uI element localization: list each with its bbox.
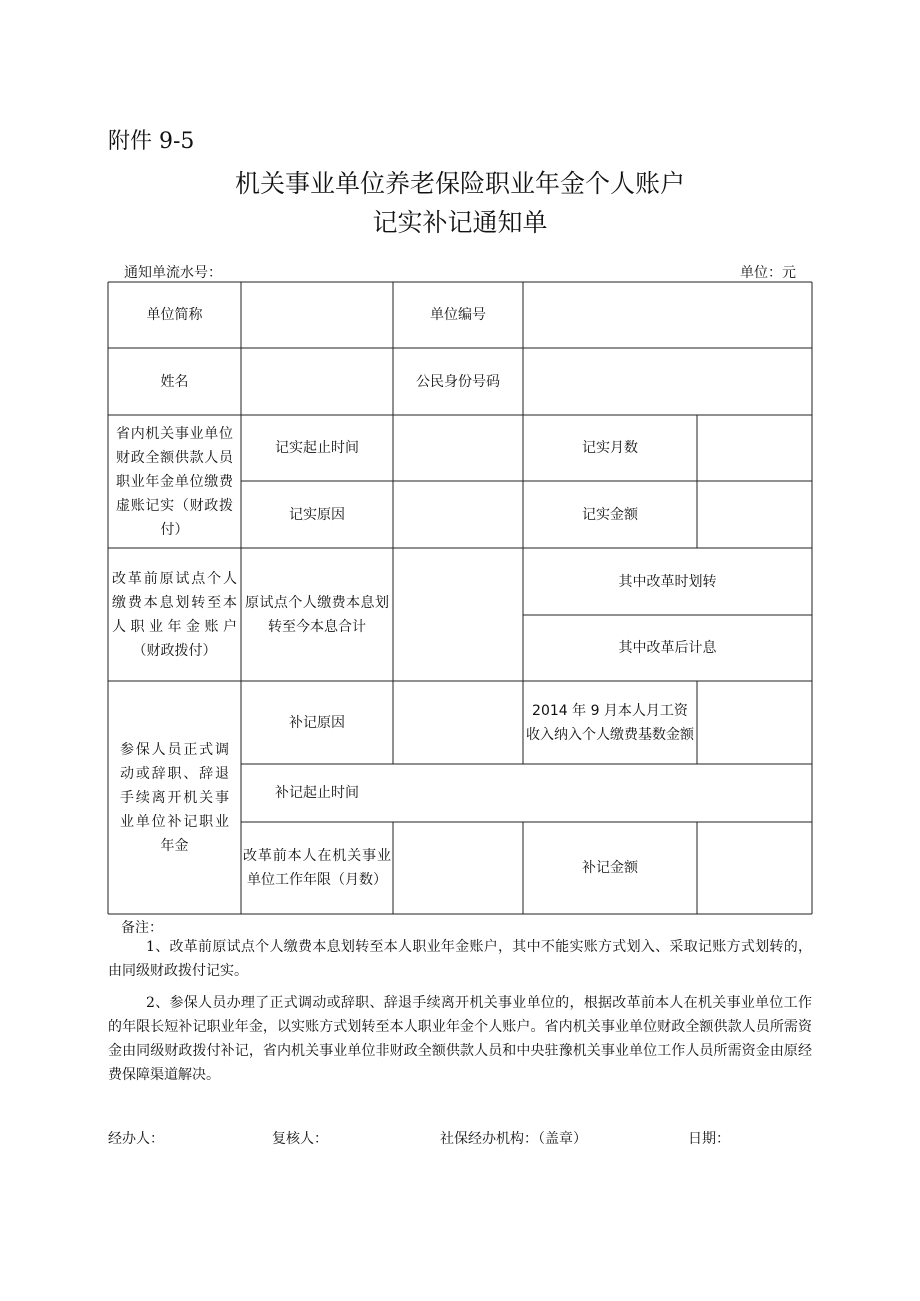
reviewer-label: 复核人： — [272, 1131, 328, 1147]
section-pilot-transfer-title: 改革前原试点个人缴费本息划转至本人职业年金账户（财政拨付） — [112, 570, 237, 659]
agency-seal-label: 社保经办机构：（盖章） — [440, 1131, 587, 1147]
form-title-line-1: 机关事业单位养老保险职业年金个人账户 — [234, 169, 685, 198]
record-period-label: 记实起止时间 — [275, 440, 359, 456]
serial-number-label: 通知单流水号： — [124, 265, 222, 281]
unit-code-label: 单位编号 — [430, 307, 486, 323]
handler-label: 经办人： — [108, 1131, 164, 1147]
name-field[interactable] — [241, 348, 393, 415]
wage-base-label: 2014 年 9 月本人月工资收入纳入个人缴费基数金额 — [526, 702, 694, 743]
record-amount-label: 记实金额 — [582, 506, 638, 523]
service-years-label: 改革前本人在机关事业单位工作年限（月数） — [243, 848, 391, 888]
form-title-line-2: 记实补记通知单 — [372, 208, 548, 237]
record-reason-label: 记实原因 — [289, 506, 345, 523]
service-years-field[interactable] — [393, 822, 523, 914]
unit-short-name-label: 单位简称 — [146, 307, 203, 323]
note-2: 2、参保人员办理了正式调动或辞职、辞退手续离开机关事业单位的，根据改革前本人在机关事业单位工作的年限长短补记职业年金，以实账方式划转至本人职业年金个人账户。省内机关事业单位财政全额供款人员所需资金由同级财政拨付补记，省内机关事业单位非财政全额供款人员和中央驻豫机关事业单位工作人员所需资金由原经费保障渠道解决。 — [108, 995, 812, 1083]
currency-unit-label: 单位：元 — [740, 265, 796, 281]
notes-heading: 备注： — [121, 920, 163, 936]
record-reason-field[interactable] — [393, 481, 523, 548]
supp-period-label: 补记起止时间 — [275, 785, 359, 801]
wage-base-field[interactable] — [697, 681, 812, 764]
supp-period-field[interactable] — [393, 764, 812, 822]
note-1: 1、改革前原试点个人缴费本息划转至本人职业年金账户，其中不能实账方式划入、采取记账方式划转的，由同级财政拨付记实。 — [108, 939, 812, 979]
reform-transfer-label: 其中改革时划转 — [618, 573, 717, 590]
supp-reason-field[interactable] — [393, 681, 523, 764]
supp-reason-label: 补记原因 — [289, 714, 345, 731]
post-reform-interest-label: 其中改革后计息 — [618, 640, 717, 656]
record-period-field[interactable] — [393, 415, 523, 481]
pilot-total-field[interactable] — [393, 548, 523, 681]
section-virtual-account-title: 省内机关事业单位财政全额供款人员职业年金单位缴费虚账记实（财政拨付） — [116, 425, 233, 538]
supp-amount-field[interactable] — [697, 822, 812, 914]
date-label: 日期： — [688, 1131, 730, 1147]
record-months-field[interactable] — [697, 415, 812, 481]
record-amount-field[interactable] — [697, 481, 812, 548]
id-number-field[interactable] — [523, 348, 812, 415]
record-months-label: 记实月数 — [582, 440, 638, 456]
unit-short-name-field[interactable] — [241, 282, 393, 348]
name-label: 姓名 — [160, 373, 189, 390]
id-number-label: 公民身份号码 — [416, 373, 500, 390]
unit-code-field[interactable] — [523, 282, 812, 348]
supp-amount-label: 补记金额 — [582, 860, 638, 876]
pilot-total-label: 原试点个人缴费本息划转至今本息合计 — [245, 594, 389, 635]
section-supplementary-title: 参保人员正式调动或辞职、辞退手续离开机关事业单位补记职业年金 — [120, 741, 229, 854]
attachment-label: 附件 9-5 — [108, 129, 195, 154]
